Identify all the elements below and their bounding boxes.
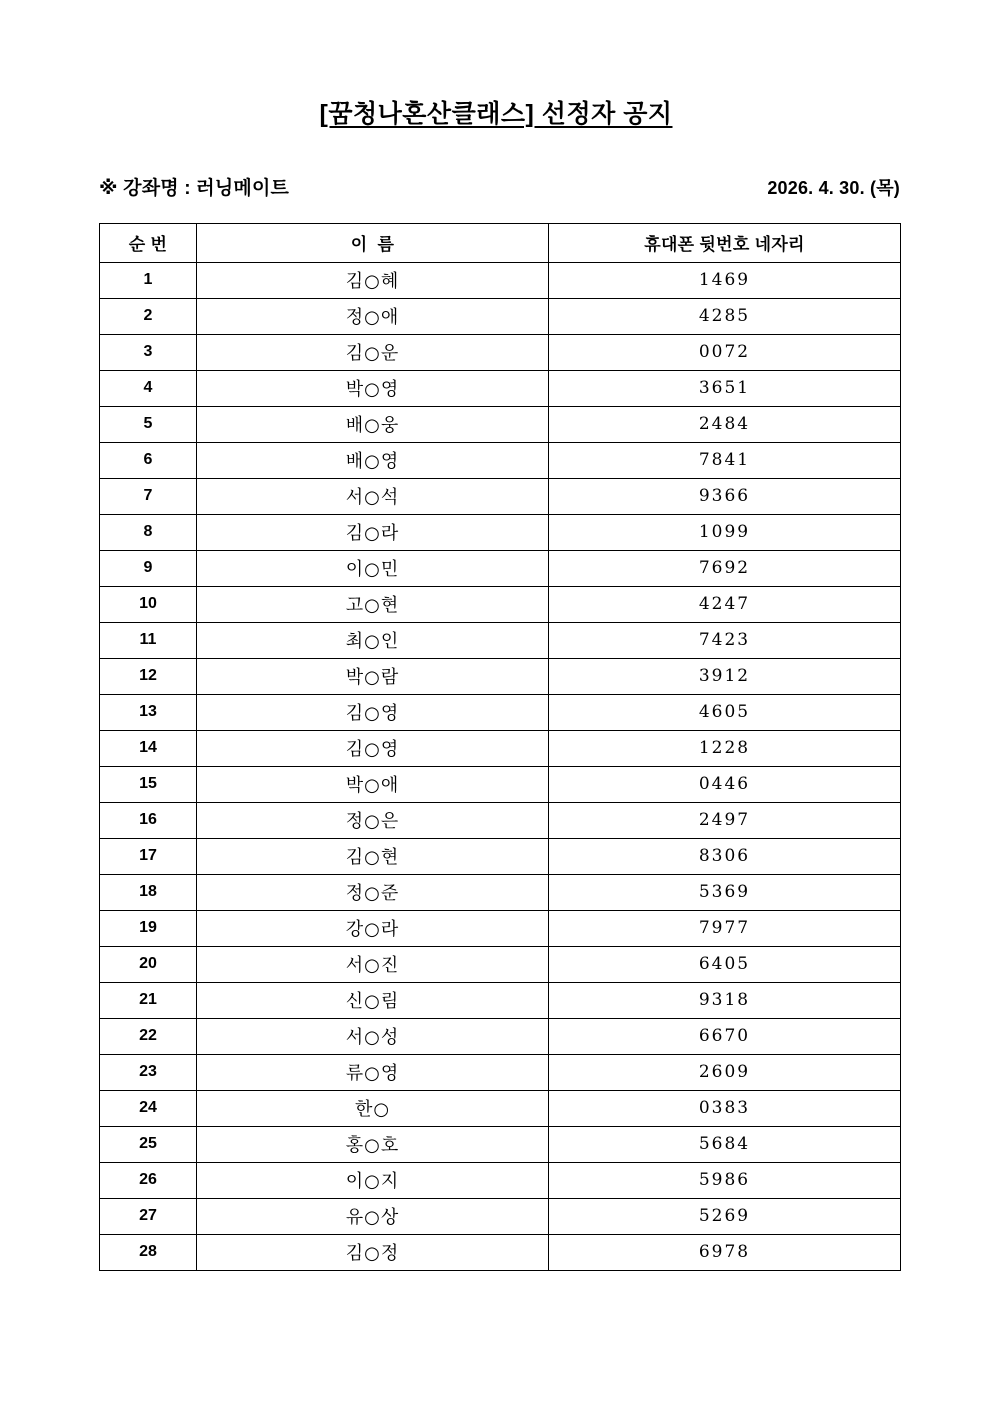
- cell-name: 정○애: [197, 298, 549, 334]
- table-row: [100, 874, 901, 910]
- table-row: [100, 838, 901, 874]
- cell-name: 서○성: [197, 1018, 549, 1054]
- cell-no: 19: [100, 910, 197, 946]
- table-row: [100, 982, 901, 1018]
- cell-name: 한○: [197, 1090, 549, 1126]
- cell-name: 김○영: [197, 694, 549, 730]
- cell-phone: 2609: [549, 1054, 901, 1090]
- cell-phone: 6978: [549, 1234, 901, 1270]
- cell-phone: 3912: [549, 658, 901, 694]
- cell-no: 16: [100, 802, 197, 838]
- cell-no: 24: [100, 1090, 197, 1126]
- cell-phone: 0446: [549, 766, 901, 802]
- cell-name: 신○림: [197, 982, 549, 1018]
- cell-no: 12: [100, 658, 197, 694]
- cell-no: 10: [100, 586, 197, 622]
- cell-phone: 0383: [549, 1090, 901, 1126]
- cell-no: 14: [100, 730, 197, 766]
- cell-phone: 9318: [549, 982, 901, 1018]
- table-row: [100, 694, 901, 730]
- table-row: [100, 370, 901, 406]
- table-row: [100, 298, 901, 334]
- cell-no: 27: [100, 1198, 197, 1234]
- table-row: [100, 1162, 901, 1198]
- cell-name: 김○현: [197, 838, 549, 874]
- cell-no: 4: [100, 370, 197, 406]
- table-row: [100, 658, 901, 694]
- cell-name: 정○준: [197, 874, 549, 910]
- cell-name: 서○석: [197, 478, 549, 514]
- cell-no: 3: [100, 334, 197, 370]
- table-row: [100, 334, 901, 370]
- cell-phone: 5369: [549, 874, 901, 910]
- cell-no: 23: [100, 1054, 197, 1090]
- cell-phone: 2484: [549, 406, 901, 442]
- table-row: [100, 514, 901, 550]
- cell-no: 13: [100, 694, 197, 730]
- cell-name: 김○정: [197, 1234, 549, 1270]
- column-header-no: 순 번: [100, 223, 197, 262]
- cell-phone: 5684: [549, 1126, 901, 1162]
- table-row: [100, 406, 901, 442]
- cell-phone: 6670: [549, 1018, 901, 1054]
- cell-phone: 7423: [549, 622, 901, 658]
- notice-date: 2026. 4. 30. (목): [767, 177, 900, 198]
- cell-name: 류○영: [197, 1054, 549, 1090]
- cell-phone: 4247: [549, 586, 901, 622]
- cell-phone: 1099: [549, 514, 901, 550]
- cell-phone: 6405: [549, 946, 901, 982]
- cell-phone: 5269: [549, 1198, 901, 1234]
- cell-phone: 7977: [549, 910, 901, 946]
- course-name-label: ※ 강좌명 : 러닝메이트: [99, 177, 290, 199]
- cell-phone: 7841: [549, 442, 901, 478]
- cell-phone: 4605: [549, 694, 901, 730]
- column-header-name: 이 름: [197, 223, 549, 262]
- table-row: [100, 1126, 901, 1162]
- table-row: [100, 1018, 901, 1054]
- cell-phone: 8306: [549, 838, 901, 874]
- cell-no: 9: [100, 550, 197, 586]
- cell-name: 배○영: [197, 442, 549, 478]
- cell-name: 고○현: [197, 586, 549, 622]
- cell-name: 이○민: [197, 550, 549, 586]
- table-row: [100, 1198, 901, 1234]
- cell-no: 20: [100, 946, 197, 982]
- table-row: [100, 802, 901, 838]
- cell-name: 박○영: [197, 370, 549, 406]
- cell-name: 서○진: [197, 946, 549, 982]
- cell-phone: 3651: [549, 370, 901, 406]
- cell-no: 7: [100, 478, 197, 514]
- cell-no: 21: [100, 982, 197, 1018]
- table-row: [100, 262, 901, 298]
- table-row: [100, 1234, 901, 1270]
- table-row: [100, 442, 901, 478]
- table-row: [100, 730, 901, 766]
- cell-name: 배○웅: [197, 406, 549, 442]
- cell-name: 유○상: [197, 1198, 549, 1234]
- cell-name: 김○영: [197, 730, 549, 766]
- cell-name: 박○람: [197, 658, 549, 694]
- cell-no: 25: [100, 1126, 197, 1162]
- cell-no: 28: [100, 1234, 197, 1270]
- title-area: [0, 0, 992, 146]
- cell-phone: 5986: [549, 1162, 901, 1198]
- roster-table-wrap: [0, 223, 992, 1271]
- cell-name: 김○라: [197, 514, 549, 550]
- cell-name: 정○은: [197, 802, 549, 838]
- cell-no: 8: [100, 514, 197, 550]
- cell-no: 5: [100, 406, 197, 442]
- table-row: [100, 946, 901, 982]
- cell-phone: 4285: [549, 298, 901, 334]
- table-body: [100, 262, 901, 1270]
- column-header-phone: 휴대폰 뒷번호 네자리: [549, 223, 901, 262]
- table-row: [100, 1090, 901, 1126]
- cell-no: 17: [100, 838, 197, 874]
- cell-phone: 0072: [549, 334, 901, 370]
- cell-name: 박○애: [197, 766, 549, 802]
- cell-name: 최○인: [197, 622, 549, 658]
- table-row: [100, 478, 901, 514]
- cell-no: 18: [100, 874, 197, 910]
- cell-phone: 1469: [549, 262, 901, 298]
- table-row: [100, 910, 901, 946]
- cell-name: 김○혜: [197, 262, 549, 298]
- table-row: [100, 622, 901, 658]
- table-header-row: [100, 223, 901, 262]
- page-title: [꿈청나혼산클래스] 선정자 공지: [319, 99, 673, 128]
- cell-no: 2: [100, 298, 197, 334]
- cell-no: 26: [100, 1162, 197, 1198]
- cell-no: 6: [100, 442, 197, 478]
- cell-name: 강○라: [197, 910, 549, 946]
- cell-no: 15: [100, 766, 197, 802]
- cell-phone: 7692: [549, 550, 901, 586]
- selected-applicants-table: [99, 223, 901, 1271]
- document-meta-row: [0, 173, 992, 200]
- cell-no: 11: [100, 622, 197, 658]
- cell-phone: 2497: [549, 802, 901, 838]
- cell-name: 김○운: [197, 334, 549, 370]
- cell-name: 이○지: [197, 1162, 549, 1198]
- table-row: [100, 586, 901, 622]
- table-row: [100, 550, 901, 586]
- table-row: [100, 766, 901, 802]
- cell-name: 홍○호: [197, 1126, 549, 1162]
- table-header: [100, 223, 901, 262]
- cell-phone: 1228: [549, 730, 901, 766]
- cell-no: 1: [100, 262, 197, 298]
- cell-phone: 9366: [549, 478, 901, 514]
- table-row: [100, 1054, 901, 1090]
- cell-no: 22: [100, 1018, 197, 1054]
